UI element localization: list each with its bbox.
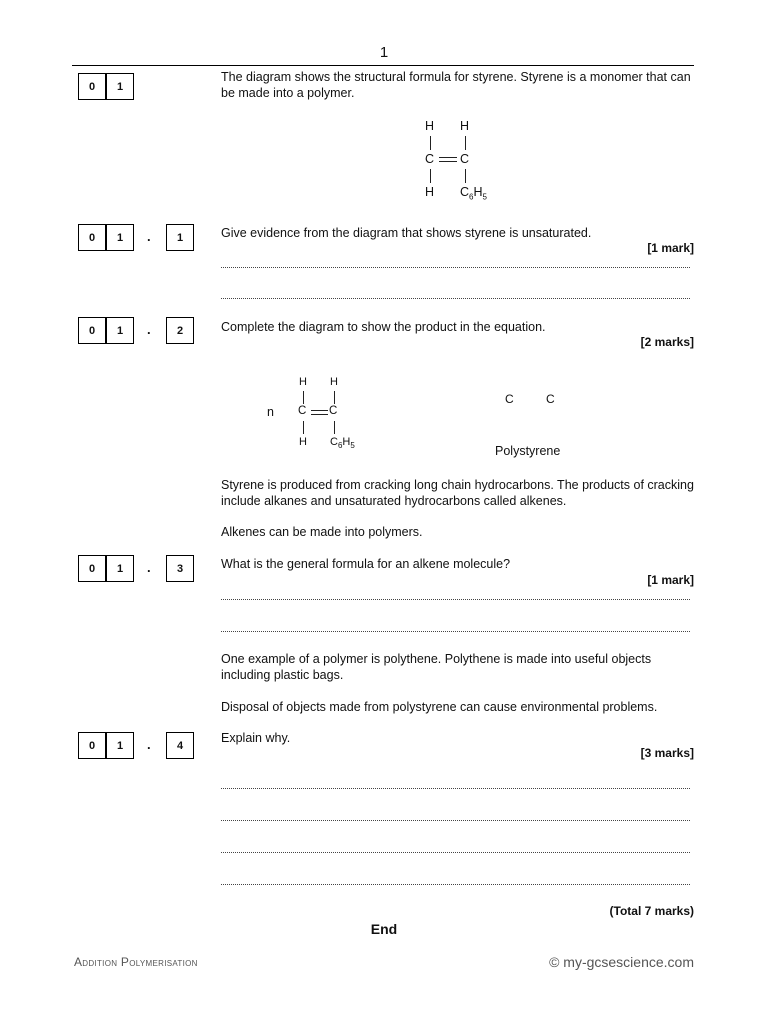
end-label: End: [370, 921, 398, 937]
question-dot: .: [147, 229, 151, 244]
question-text: Complete the diagram to show the product in the equation.: [221, 320, 546, 334]
product-label: Polystyrene: [495, 444, 561, 458]
single-bond: [334, 421, 335, 434]
paragraph-disposal: Disposal of objects made from polystyrene can cause environmental problems.: [221, 700, 658, 714]
question-text: Give evidence from the diagram that shows styrene is unsaturated.: [221, 226, 592, 240]
atom-h: H: [425, 119, 435, 133]
atom-c: C: [298, 405, 307, 417]
question-number-digit: 3: [166, 555, 194, 582]
footer-website[interactable]: © my-gcsescience.com: [549, 954, 694, 970]
atom-h: H: [330, 376, 338, 388]
double-bond: [439, 157, 457, 162]
answer-line[interactable]: [221, 631, 690, 632]
question-number-digit: 0: [78, 732, 106, 759]
single-bond: [303, 391, 304, 404]
question-number-digit: 1: [106, 732, 134, 759]
phenyl-group: $C_6H_5$: [460, 185, 487, 202]
product-atom-c: C: [546, 392, 555, 406]
atom-c: C: [425, 152, 435, 166]
question-text: Explain why.: [221, 731, 291, 745]
paragraph-polythene: One example of a polymer is polythene. Polythene is made into useful objects including plastic bags.: [221, 652, 652, 682]
atom-c: C: [329, 405, 338, 417]
question-number-digit: 1: [106, 224, 134, 251]
marks-label: [1 mark]: [647, 241, 694, 255]
product-atom-c: C: [505, 392, 514, 406]
question-dot: .: [147, 560, 151, 575]
atom-c: C: [460, 152, 470, 166]
single-bond: [465, 169, 466, 183]
answer-line[interactable]: [221, 788, 690, 789]
marks-label: [1 mark]: [647, 573, 694, 587]
answer-line[interactable]: [221, 820, 690, 821]
question-number-digit: 0: [78, 224, 106, 251]
question-number-digit: 2: [166, 317, 194, 344]
atom-h: H: [299, 436, 307, 448]
marks-label: [3 marks]: [640, 746, 694, 760]
coefficient-n: n: [267, 405, 274, 419]
answer-line[interactable]: [221, 599, 690, 600]
question-number-digit: 0: [78, 73, 106, 100]
question-number-digit: 0: [78, 555, 106, 582]
answer-line[interactable]: [221, 852, 690, 853]
single-bond: [430, 169, 431, 183]
question-number-digit: 1: [166, 224, 194, 251]
marks-label: [2 marks]: [640, 335, 694, 349]
question-dot: .: [147, 737, 151, 752]
phenyl-group: $C_6H_5$: [330, 436, 355, 451]
question-number-digit: 0: [78, 317, 106, 344]
atom-h: H: [460, 119, 470, 133]
question-dot: .: [147, 322, 151, 337]
answer-line[interactable]: [221, 298, 690, 299]
single-bond: [303, 421, 304, 434]
question-number-digit: 4: [166, 732, 194, 759]
answer-line[interactable]: [221, 884, 690, 885]
total-marks: (Total 7 marks): [609, 904, 694, 918]
single-bond: [430, 136, 431, 150]
atom-h: H: [425, 185, 435, 199]
question-number-digit: 1: [106, 317, 134, 344]
header-rule: [72, 65, 694, 66]
page-number: 1: [379, 44, 389, 61]
footer-topic: Addition Polymerisation: [74, 955, 198, 969]
atom-h: H: [299, 376, 307, 388]
question-number-digit: 1: [106, 555, 134, 582]
question-number-digit: 1: [106, 73, 134, 100]
paragraph-cracking: Styrene is produced from cracking long chain hydrocarbons. The products of cracking include alkanes and unsaturated hydrocarbons called alkenes.: [221, 478, 694, 508]
paragraph-alkenes: Alkenes can be made into polymers.: [221, 525, 423, 539]
question-text: What is the general formula for an alkene molecule?: [221, 557, 511, 571]
answer-line[interactable]: [221, 267, 690, 268]
single-bond: [465, 136, 466, 150]
intro-text: The diagram shows the structural formula for styrene. Styrene is a monomer that can be made into a polymer.: [221, 70, 691, 100]
single-bond: [334, 391, 335, 404]
double-bond: [311, 410, 328, 415]
